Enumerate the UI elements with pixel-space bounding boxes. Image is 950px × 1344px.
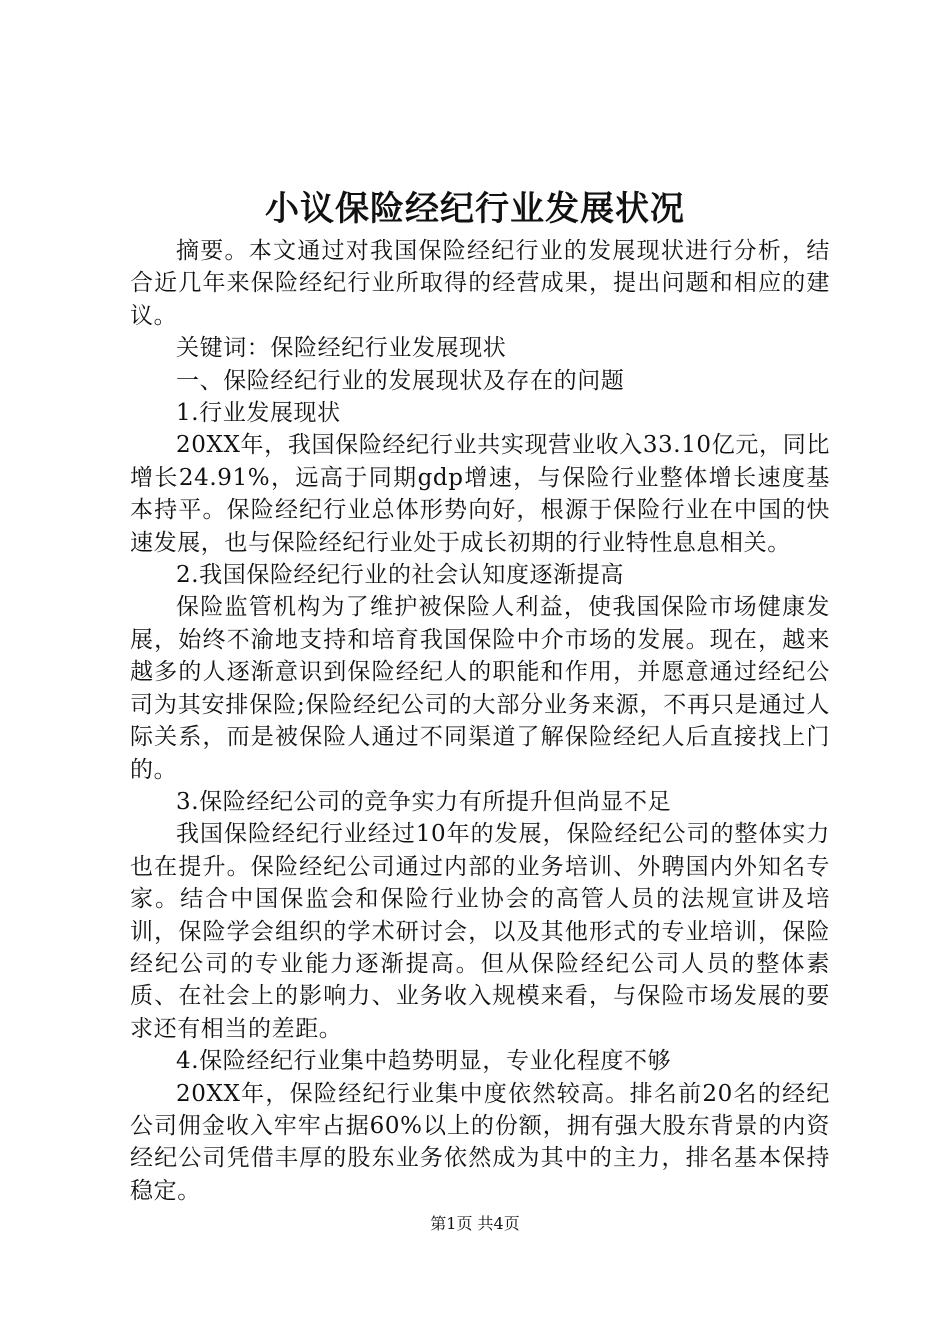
subsection-heading: 4.保险经纪行业集中趋势明显，专业化程度不够	[176, 1048, 672, 1075]
document-body	[130, 235, 830, 1207]
body-paragraph: 20XX年，我国保险经纪行业共实现营业收入33.10亿元，同比增长24.91%，远高于同期gdp增速，与保险行业整体增长速度基本持平。保险经纪行业总体形势向好，根源于保险行业在中国的快速发展，也与保险经纪行业处于成长初期的行业特性息息相关。	[130, 432, 830, 556]
abstract-paragraph: 摘要。本文通过对我国保险经纪行业的发展现状进行分析，结合近几年来保险经纪行业所取得的经营成果，提出问题和相应的建议。	[130, 238, 830, 329]
body-paragraph: 保险监管机构为了维护被保险人利益，使我国保险市场健康发展，始终不渝地支持和培育我国保险中介市场的发展。现在，越来越多的人逐渐意识到保险经纪人的职能和作用，并愿意通过经纪公司为其安排保险;保险经纪公司的大部分业务来源，不再只是通过人际关系，而是被保险人通过不同渠道了解保险经纪人后直接找上门的。	[130, 594, 830, 783]
subsection-heading: 3.保险经纪公司的竞争实力有所提升但尚显不足	[176, 788, 672, 815]
document-title: 小议保险经纪行业发展状况	[265, 189, 685, 229]
subsection-heading: 2.我国保险经纪行业的社会认知度逐渐提高	[176, 562, 624, 589]
subsection-heading: 1.行业发展现状	[176, 400, 341, 427]
body-paragraph: 我国保险经纪行业经过10年的发展，保险经纪公司的整体实力也在提升。保险经纪公司通过内部的业务培训、外聘国内外知名专家。结合中国保监会和保险行业协会的高管人员的法规宣讲及培训，保险学会组织的学术研讨会，以及其他形式的专业培训，保险经纪公司的专业能力逐渐提高。但从保险经纪公司人员的整体素质、在社会上的影响力、业务收入规模来看，与保险市场发展的要求还有相当的差距。	[130, 821, 830, 1042]
body-paragraph: 20XX年，保险经纪行业集中度依然较高。排名前20名的经纪公司佣金收入牢牢占据60%以上的份额，拥有强大股东背景的内资经纪公司凭借丰厚的股东业务依然成为其中的主力，排名基本保持稳定。	[130, 1080, 830, 1204]
section-heading: 一、保险经纪行业的发展现状及存在的问题	[176, 367, 625, 394]
page-number-footer: 第1页 共4页	[430, 1214, 520, 1233]
keywords-line: 关键词：保险经纪行业发展现状	[176, 335, 507, 362]
